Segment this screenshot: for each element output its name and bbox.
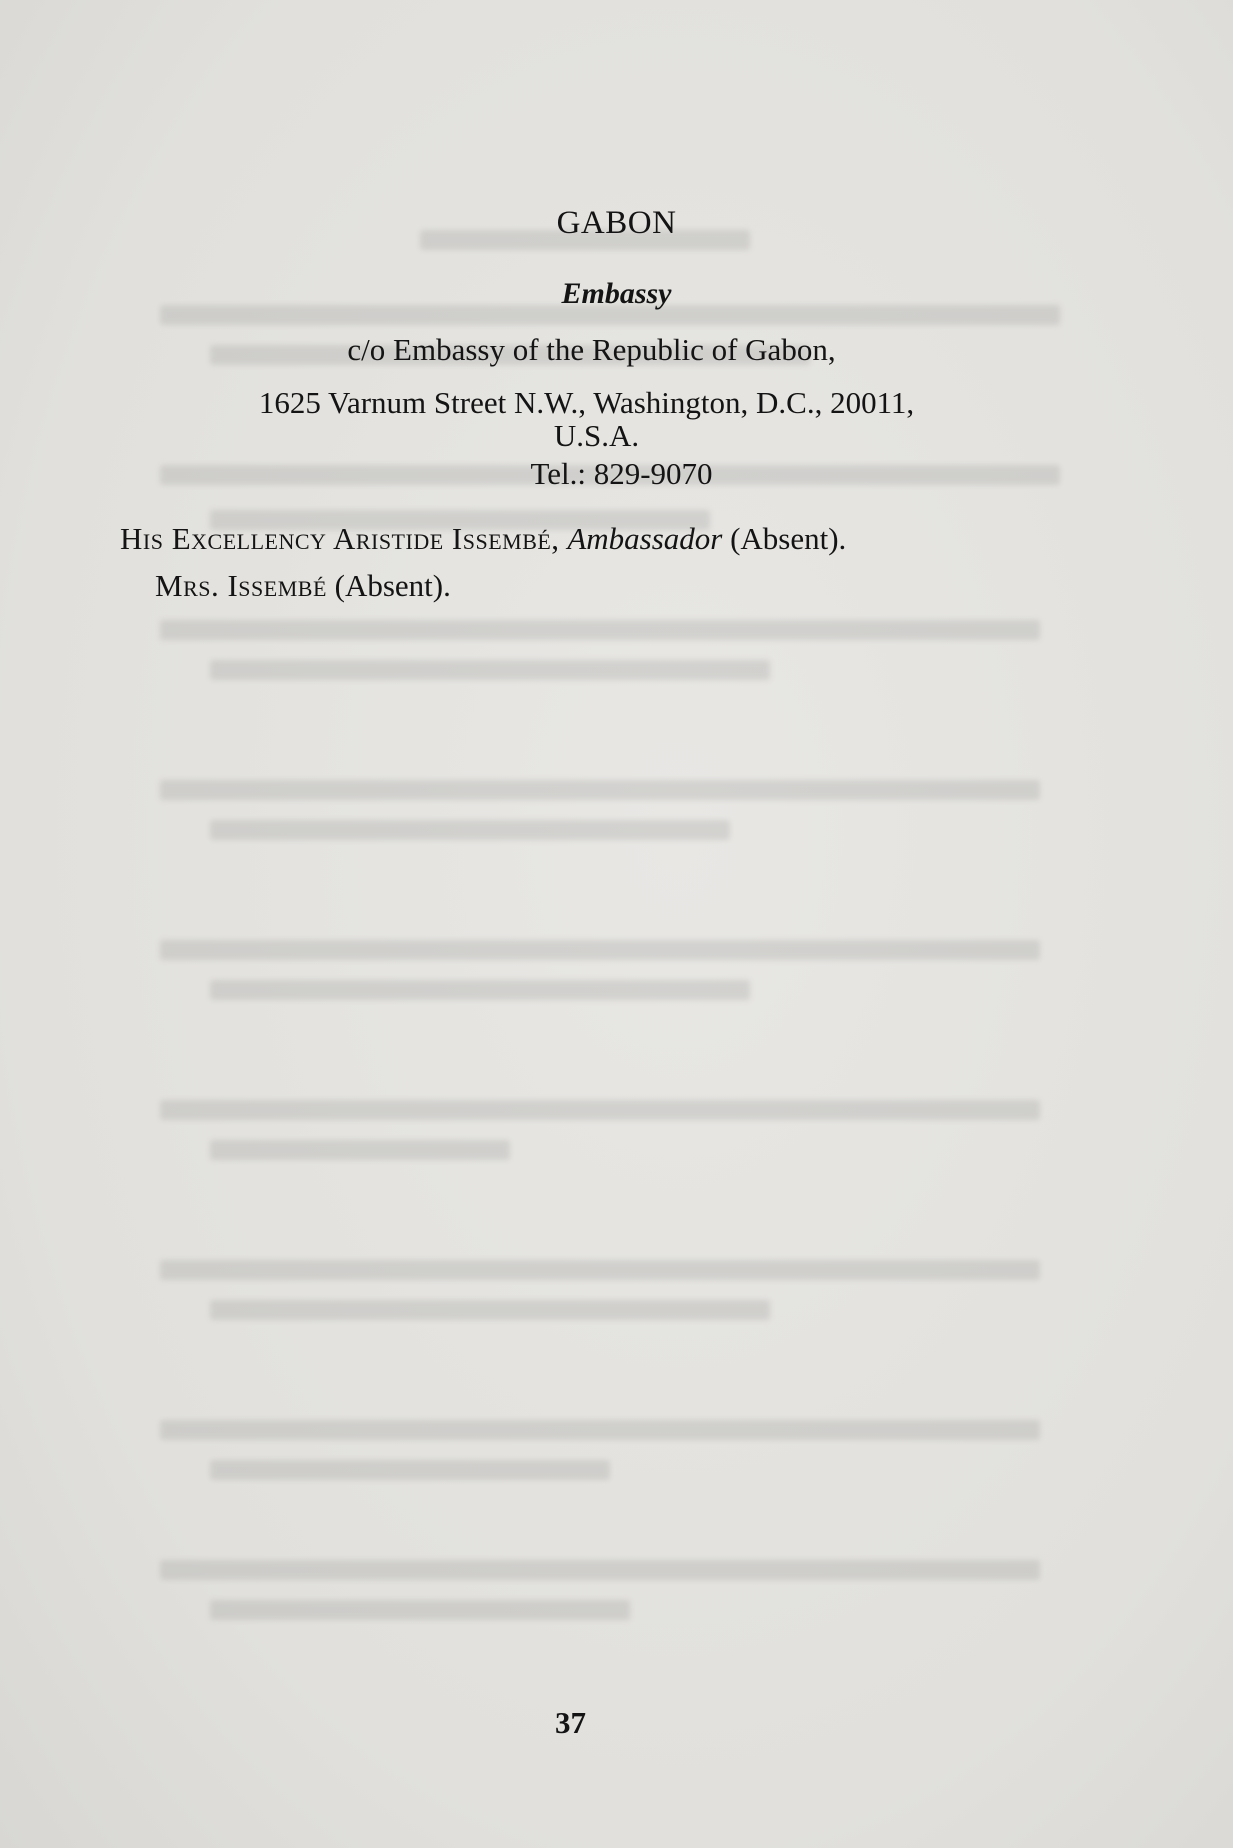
spouse-status: (Absent). [334,568,451,603]
ambassador-name: His Excellency Aristide Issembé, [120,521,560,556]
address-line-3: U.S.A. [553,418,640,453]
embassy-subheading: Embassy [561,277,672,310]
ambassador-status: (Absent). [730,521,847,556]
spouse-name: Mrs. Issembé [155,568,327,603]
address-line-1: c/o Embassy of the Republic of Gabon, [347,332,836,367]
page-number: 37 [555,1705,586,1740]
telephone: Tel.: 829-9070 [530,456,713,491]
country-heading: GABON [556,205,677,241]
address-line-2: 1625 Varnum Street N.W., Washington, D.C., 20011, [258,385,915,420]
ambassador-entry [120,521,846,557]
ambassador-title: Ambassador [567,521,723,556]
spouse-entry [155,568,451,604]
